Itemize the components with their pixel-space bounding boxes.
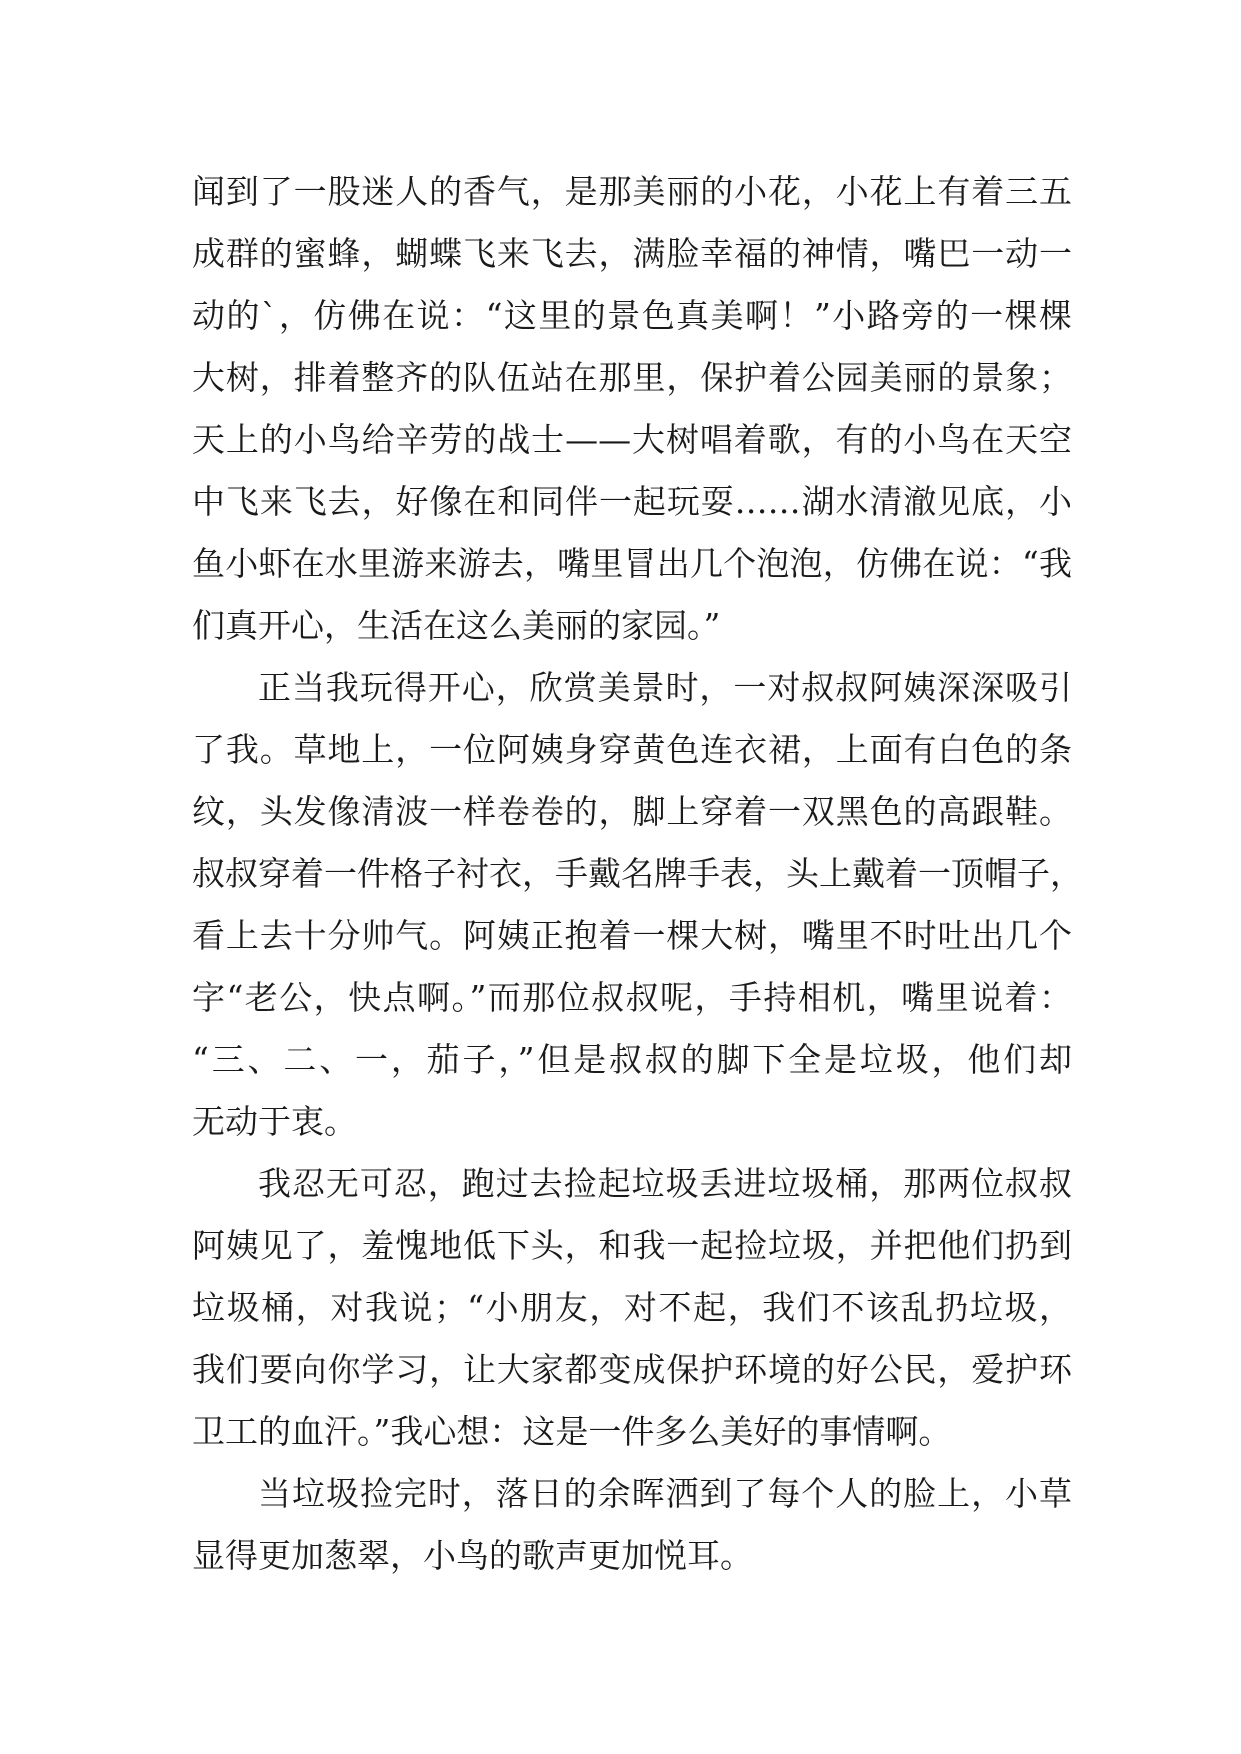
text-line: 我们要向你学习，让大家都变成保护环境的好公民，爱护环 (192, 1350, 1072, 1389)
text-line: 纹，头发像清波一样卷卷的，脚上穿着一双黑色的高跟鞋。 (192, 792, 1072, 831)
text-line: 天上的小鸟给辛劳的战士——大树唱着歌，有的小鸟在天空 (192, 420, 1072, 459)
text-line: 阿姨见了，羞愧地低下头，和我一起捡垃圾，并把他们扔到 (192, 1226, 1072, 1265)
text-line: 动的`，仿佛在说：“这里的景色真美啊！”小路旁的一棵棵 (192, 296, 1072, 335)
paragraph-first-line: 正当我玩得开心，欣赏美景时，一对叔叔阿姨深深吸引 (258, 668, 1072, 707)
text-line: 显得更加葱翠，小鸟的歌声更加悦耳。 (192, 1536, 753, 1575)
text-line: “三、二、一，茄子，”但是叔叔的脚下全是垃圾，他们却 (192, 1040, 1072, 1079)
text-line: 无动于衷。 (192, 1102, 357, 1141)
text-line: 鱼小虾在水里游来游去，嘴里冒出几个泡泡，仿佛在说：“我 (192, 544, 1072, 583)
paragraph-first-line: 我忍无可忍，跑过去捡起垃圾丢进垃圾桶，那两位叔叔 (258, 1164, 1072, 1203)
text-line: 大树，排着整齐的队伍站在那里，保护着公园美丽的景象； (192, 358, 1072, 397)
text-line: 卫工的血汗。”我心想：这是一件多么美好的事情啊。 (192, 1412, 952, 1451)
text-line: 了我。草地上，一位阿姨身穿黄色连衣裙，上面有白色的条 (192, 730, 1072, 769)
text-line: 叔叔穿着一件格子衬衣，手戴名牌手表，头上戴着一顶帽子， (192, 854, 1083, 893)
essay-text (192, 161, 1083, 1587)
text-line: 字“老公，快点啊。”而那位叔叔呢，手持相机，嘴里说着： (192, 978, 1072, 1017)
text-line: 中飞来飞去，好像在和同伴一起玩耍……湖水清澈见底，小 (192, 482, 1072, 521)
text-line: 看上去十分帅气。阿姨正抱着一棵大树，嘴里不时吐出几个 (192, 916, 1072, 955)
text-line: 闻到了一股迷人的香气，是那美丽的小花，小花上有着三五 (192, 172, 1072, 211)
text-line: 们真开心，生活在这么美丽的家园。” (192, 606, 721, 645)
paragraph-first-line: 当垃圾捡完时，落日的余晖洒到了每个人的脸上，小草 (258, 1474, 1072, 1513)
text-line: 垃圾桶，对我说；“小朋友，对不起，我们不该乱扔垃圾， (192, 1288, 1072, 1327)
text-line: 成群的蜜蜂，蝴蝶飞来飞去，满脸幸福的神情，嘴巴一动一 (192, 234, 1072, 273)
